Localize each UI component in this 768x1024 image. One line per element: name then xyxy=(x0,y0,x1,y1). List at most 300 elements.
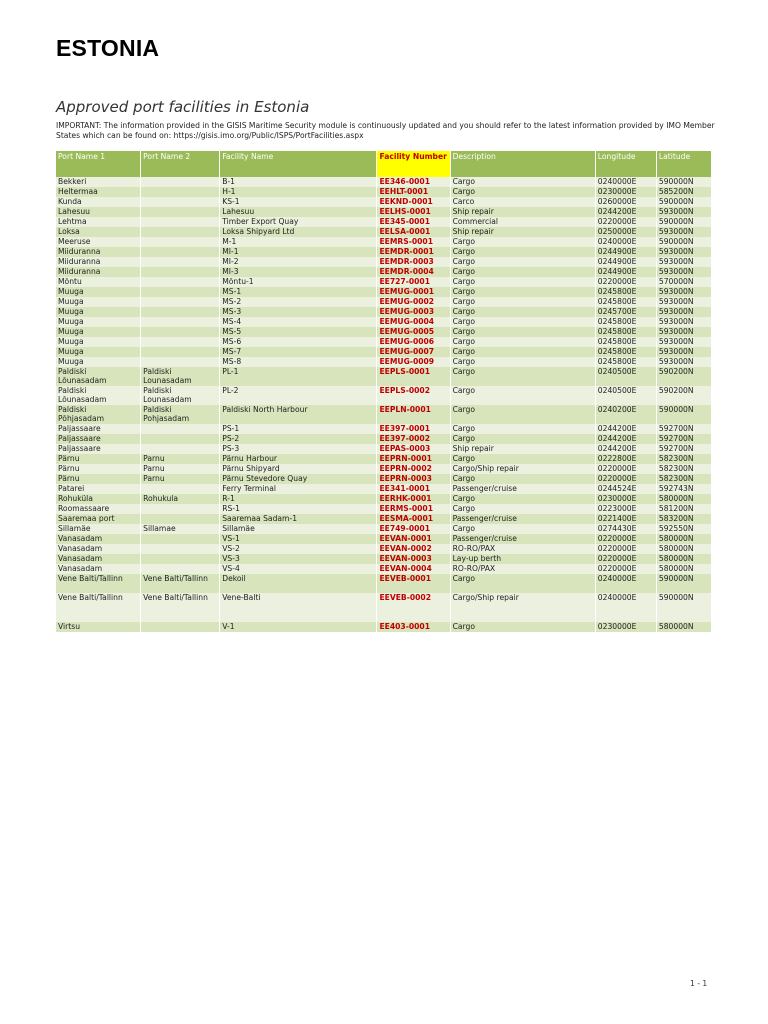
port-name-1-cell: Sillamäe xyxy=(56,524,140,534)
latitude-cell: 590000N xyxy=(657,593,711,622)
port-name-2-cell xyxy=(141,554,219,564)
facility-name-cell: Vene-Balti xyxy=(220,593,376,622)
description-cell: RO-RO/PAX xyxy=(451,564,595,574)
description-cell: Cargo xyxy=(451,367,595,386)
longitude-cell: 0240000E xyxy=(596,574,656,593)
latitude-cell: 593000N xyxy=(657,357,711,367)
facility-number-cell: EELSA-0001 xyxy=(377,227,449,237)
table-row xyxy=(56,297,711,307)
facility-number-cell: EEMUG-0003 xyxy=(377,307,449,317)
longitude-cell: 0244900E xyxy=(596,257,656,267)
longitude-cell: 0244900E xyxy=(596,247,656,257)
facility-name-cell: Lahesuu xyxy=(220,207,376,217)
longitude-cell: 0244900E xyxy=(596,267,656,277)
longitude-cell: 0240500E xyxy=(596,367,656,386)
facility-number-cell: EEMDR-0004 xyxy=(377,267,449,277)
facility-name-cell: VS-3 xyxy=(220,554,376,564)
table-row xyxy=(56,187,711,197)
description-cell: Carco xyxy=(451,197,595,207)
facility-name-cell: MS-3 xyxy=(220,307,376,317)
facility-number-cell: EEPRN-0001 xyxy=(377,454,449,464)
table-row xyxy=(56,474,711,484)
facility-number-cell: EERHK-0001 xyxy=(377,494,449,504)
facility-number-cell: EESMA-0001 xyxy=(377,514,449,524)
table-row xyxy=(56,424,711,434)
description-cell: Passenger/cruise xyxy=(451,484,595,494)
table-row xyxy=(56,554,711,564)
facility-number-cell: EEMUG-0002 xyxy=(377,297,449,307)
facility-name-cell: Timber Export Quay xyxy=(220,217,376,227)
port-name-2-cell xyxy=(141,277,219,287)
port-name-1-cell: Paljassaare xyxy=(56,434,140,444)
table-row xyxy=(56,524,711,534)
facility-name-cell: Paldiski North Harbour xyxy=(220,405,376,424)
facility-name-cell: MS-2 xyxy=(220,297,376,307)
port-name-2-cell xyxy=(141,327,219,337)
port-name-2-cell: Paldiski Pohjasadam xyxy=(141,405,219,424)
latitude-cell: 590000N xyxy=(657,237,711,247)
description-cell: Cargo xyxy=(451,297,595,307)
page-title: ESTONIA xyxy=(56,35,160,61)
facility-number-cell: EEVAN-0001 xyxy=(377,534,449,544)
port-name-1-cell: Muuga xyxy=(56,287,140,297)
longitude-cell: 0230000E xyxy=(596,187,656,197)
facility-number-cell: EEMUG-0009 xyxy=(377,357,449,367)
facility-number-cell: EE749-0001 xyxy=(377,524,449,534)
facility-name-cell: KS-1 xyxy=(220,197,376,207)
longitude-cell: 0260000E xyxy=(596,197,656,207)
longitude-cell: 0220000E xyxy=(596,474,656,484)
port-name-1-cell: Vanasadam xyxy=(56,544,140,554)
port-name-2-cell: Parnu xyxy=(141,454,219,464)
facility-name-cell: VS-1 xyxy=(220,534,376,544)
port-name-2-cell xyxy=(141,197,219,207)
facility-number-cell: EERMS-0001 xyxy=(377,504,449,514)
facility-number-cell: EE345-0001 xyxy=(377,217,449,227)
facility-number-cell: EEMUG-0005 xyxy=(377,327,449,337)
description-cell: Cargo xyxy=(451,494,595,504)
port-name-1-cell: Pärnu xyxy=(56,474,140,484)
port-name-1-cell: Paldiski Lõunasadam xyxy=(56,386,140,405)
latitude-cell: 590000N xyxy=(657,197,711,207)
facility-name-cell: MS-5 xyxy=(220,327,376,337)
facility-number-cell: EEVAN-0002 xyxy=(377,544,449,554)
longitude-cell: 0245800E xyxy=(596,337,656,347)
port-name-1-cell: Muuga xyxy=(56,307,140,317)
port-name-2-cell xyxy=(141,187,219,197)
longitude-cell: 0230000E xyxy=(596,622,656,632)
longitude-cell: 0223000E xyxy=(596,504,656,514)
latitude-cell: 570000N xyxy=(657,277,711,287)
port-name-2-cell: Vene Balti/Tallinn xyxy=(141,574,219,593)
description-cell: Passenger/cruise xyxy=(451,514,595,524)
longitude-cell: 0222800E xyxy=(596,454,656,464)
port-name-2-cell xyxy=(141,207,219,217)
table-row xyxy=(56,444,711,454)
port-name-2-cell xyxy=(141,564,219,574)
latitude-cell: 580000N xyxy=(657,544,711,554)
facility-name-cell: Pärnu Shipyard xyxy=(220,464,376,474)
facility-name-cell: PL-2 xyxy=(220,386,376,405)
facility-name-cell: MS-7 xyxy=(220,347,376,357)
port-name-2-cell xyxy=(141,544,219,554)
port-name-1-cell: Vanasadam xyxy=(56,564,140,574)
longitude-cell: 0274430E xyxy=(596,524,656,534)
port-name-2-cell xyxy=(141,347,219,357)
port-name-2-cell xyxy=(141,534,219,544)
description-cell: Cargo xyxy=(451,307,595,317)
description-cell: Cargo xyxy=(451,247,595,257)
table-row xyxy=(56,357,711,367)
longitude-cell: 0244524E xyxy=(596,484,656,494)
longitude-cell: 0240000E xyxy=(596,593,656,622)
table-row xyxy=(56,564,711,574)
port-name-1-cell: Meeruse xyxy=(56,237,140,247)
table-row xyxy=(56,307,711,317)
facility-name-cell: RS-1 xyxy=(220,504,376,514)
facility-name-cell: V-1 xyxy=(220,622,376,632)
port-name-2-cell xyxy=(141,317,219,327)
port-name-1-cell: Paldiski Põhjasadam xyxy=(56,405,140,424)
facility-number-cell: EE341-0001 xyxy=(377,484,449,494)
facility-name-cell: Sillamäe xyxy=(220,524,376,534)
description-cell: Cargo xyxy=(451,405,595,424)
port-name-2-cell xyxy=(141,247,219,257)
facility-name-cell: Ferry Terminal xyxy=(220,484,376,494)
description-cell: Cargo xyxy=(451,474,595,484)
port-name-2-cell: Sillamae xyxy=(141,524,219,534)
longitude-cell: 0230000E xyxy=(596,494,656,504)
facility-name-cell: MI-2 xyxy=(220,257,376,267)
latitude-cell: 580000N xyxy=(657,622,711,632)
description-cell: Lay-up berth xyxy=(451,554,595,564)
facility-name-cell: PS-1 xyxy=(220,424,376,434)
description-cell: Cargo xyxy=(451,357,595,367)
description-cell: Cargo xyxy=(451,524,595,534)
important-note: IMPORTANT: The information provided in the GISIS Maritime Security module is continuously updated and you should refer to the latest information provided by IMO Member States which can be found on: https://gisis.imo.org/Public/ISPS/PortFacilities.aspx xyxy=(56,121,715,140)
port-name-1-cell: Paljassaare xyxy=(56,444,140,454)
port-name-1-cell: Loksa xyxy=(56,227,140,237)
table-row xyxy=(56,207,711,217)
port-name-1-cell: Roomassaare xyxy=(56,504,140,514)
latitude-cell: 592700N xyxy=(657,434,711,444)
longitude-cell: 0220000E xyxy=(596,564,656,574)
port-name-2-cell: Parnu xyxy=(141,464,219,474)
facility-number-cell: EE727-0001 xyxy=(377,277,449,287)
latitude-cell: 593000N xyxy=(657,267,711,277)
longitude-cell: 0245800E xyxy=(596,317,656,327)
port-name-2-cell xyxy=(141,177,219,187)
column-header-port-name-2: Port Name 2 xyxy=(141,151,219,177)
port-name-2-cell xyxy=(141,237,219,247)
table-row xyxy=(56,227,711,237)
description-cell: Cargo xyxy=(451,317,595,327)
facility-number-cell: EELHS-0001 xyxy=(377,207,449,217)
facility-number-cell: EE397-0002 xyxy=(377,434,449,444)
port-name-2-cell: Parnu xyxy=(141,474,219,484)
longitude-cell: 0250000E xyxy=(596,227,656,237)
table-row xyxy=(56,287,711,297)
latitude-cell: 592743N xyxy=(657,484,711,494)
facility-name-cell: MS-4 xyxy=(220,317,376,327)
facility-number-cell: EEPLN-0001 xyxy=(377,405,449,424)
column-header-latitude: Latitude xyxy=(657,151,711,177)
table-row xyxy=(56,574,711,593)
port-name-1-cell: Lahesuu xyxy=(56,207,140,217)
latitude-cell: 580000N xyxy=(657,494,711,504)
facility-number-cell: EEVEB-0002 xyxy=(377,593,449,622)
port-name-2-cell: Paldiski Lounasadam xyxy=(141,386,219,405)
port-name-2-cell xyxy=(141,424,219,434)
latitude-cell: 593000N xyxy=(657,347,711,357)
latitude-cell: 590200N xyxy=(657,386,711,405)
table-row xyxy=(56,454,711,464)
table-row xyxy=(56,177,711,187)
latitude-cell: 593000N xyxy=(657,317,711,327)
port-name-2-cell xyxy=(141,357,219,367)
port-facilities-table xyxy=(55,151,712,632)
port-name-1-cell: Kunda xyxy=(56,197,140,207)
table-row xyxy=(56,317,711,327)
facility-number-cell: EEPLS-0001 xyxy=(377,367,449,386)
port-name-1-cell: Rohuküla xyxy=(56,494,140,504)
port-name-1-cell: Paljassaare xyxy=(56,424,140,434)
port-name-1-cell: Saaremaa port xyxy=(56,514,140,524)
facility-number-cell: EEVEB-0001 xyxy=(377,574,449,593)
port-name-2-cell xyxy=(141,337,219,347)
facility-number-cell: EEPRN-0002 xyxy=(377,464,449,474)
table-row xyxy=(56,504,711,514)
table-row xyxy=(56,197,711,207)
facility-number-cell: EE403-0001 xyxy=(377,622,449,632)
facility-name-cell: M-1 xyxy=(220,237,376,247)
latitude-cell: 582300N xyxy=(657,474,711,484)
port-name-1-cell: Muuga xyxy=(56,327,140,337)
description-cell: Cargo xyxy=(451,327,595,337)
longitude-cell: 0244200E xyxy=(596,444,656,454)
facility-name-cell: PS-3 xyxy=(220,444,376,454)
longitude-cell: 0221400E xyxy=(596,514,656,524)
description-cell: Cargo xyxy=(451,347,595,357)
table-row xyxy=(56,434,711,444)
column-header-facility-number: Facility Number xyxy=(377,151,449,177)
column-header-longitude: Longitude xyxy=(596,151,656,177)
latitude-cell: 592700N xyxy=(657,424,711,434)
latitude-cell: 590000N xyxy=(657,405,711,424)
port-name-1-cell: Muuga xyxy=(56,357,140,367)
longitude-cell: 0240200E xyxy=(596,405,656,424)
port-name-1-cell: Miiduranna xyxy=(56,267,140,277)
facility-number-cell: EEVAN-0003 xyxy=(377,554,449,564)
table-row xyxy=(56,464,711,474)
port-name-1-cell: Virtsu xyxy=(56,622,140,632)
description-cell: Cargo xyxy=(451,177,595,187)
latitude-cell: 593000N xyxy=(657,227,711,237)
longitude-cell: 0220000E xyxy=(596,277,656,287)
description-cell: Cargo xyxy=(451,257,595,267)
table-row xyxy=(56,514,711,524)
port-name-1-cell: Paldiski Lõunasadam xyxy=(56,367,140,386)
facility-name-cell: B-1 xyxy=(220,177,376,187)
port-name-1-cell: Vanasadam xyxy=(56,534,140,544)
description-cell: Cargo xyxy=(451,267,595,277)
facility-name-cell: MI-3 xyxy=(220,267,376,277)
facility-name-cell: PL-1 xyxy=(220,367,376,386)
facility-name-cell: Mõntu-1 xyxy=(220,277,376,287)
column-header-port-name-1: Port Name 1 xyxy=(56,151,140,177)
facility-name-cell: PS-2 xyxy=(220,434,376,444)
latitude-cell: 585200N xyxy=(657,187,711,197)
latitude-cell: 580000N xyxy=(657,564,711,574)
latitude-cell: 593000N xyxy=(657,327,711,337)
facility-name-cell: Saaremaa Sadam-1 xyxy=(220,514,376,524)
facility-number-cell: EEPAS-0003 xyxy=(377,444,449,454)
table-row xyxy=(56,237,711,247)
page-number: 1 - 1 xyxy=(690,979,708,988)
latitude-cell: 593000N xyxy=(657,337,711,347)
document-subtitle: Approved port facilities in Estonia xyxy=(56,98,310,116)
port-name-2-cell xyxy=(141,297,219,307)
facility-name-cell: MS-1 xyxy=(220,287,376,297)
description-cell: Cargo xyxy=(451,622,595,632)
latitude-cell: 593000N xyxy=(657,297,711,307)
table-row xyxy=(56,327,711,337)
facility-number-cell: EEVAN-0004 xyxy=(377,564,449,574)
latitude-cell: 580000N xyxy=(657,554,711,564)
description-cell: Cargo xyxy=(451,574,595,593)
facility-number-cell: EEMUG-0007 xyxy=(377,347,449,357)
table-row xyxy=(56,494,711,504)
port-name-1-cell: Lehtma xyxy=(56,217,140,227)
latitude-cell: 580000N xyxy=(657,534,711,544)
port-name-2-cell xyxy=(141,217,219,227)
port-name-1-cell: Miiduranna xyxy=(56,257,140,267)
port-name-2-cell xyxy=(141,484,219,494)
table-row xyxy=(56,347,711,357)
description-cell: Cargo xyxy=(451,187,595,197)
latitude-cell: 592700N xyxy=(657,444,711,454)
facility-name-cell: VS-4 xyxy=(220,564,376,574)
longitude-cell: 0245700E xyxy=(596,307,656,317)
port-name-1-cell: Muuga xyxy=(56,317,140,327)
longitude-cell: 0245800E xyxy=(596,357,656,367)
facility-number-cell: EEKND-0001 xyxy=(377,197,449,207)
facility-number-cell: EEPRN-0003 xyxy=(377,474,449,484)
port-name-1-cell: Mõntu xyxy=(56,277,140,287)
table-row xyxy=(56,337,711,347)
column-header-description: Description xyxy=(451,151,595,177)
description-cell: Cargo xyxy=(451,237,595,247)
port-name-1-cell: Muuga xyxy=(56,337,140,347)
longitude-cell: 0244200E xyxy=(596,424,656,434)
latitude-cell: 592550N xyxy=(657,524,711,534)
facility-number-cell: EE346-0001 xyxy=(377,177,449,187)
description-cell: Ship repair xyxy=(451,227,595,237)
longitude-cell: 0220000E xyxy=(596,464,656,474)
facility-number-cell: EEMUG-0006 xyxy=(377,337,449,347)
table-row xyxy=(56,484,711,494)
port-name-1-cell: Muuga xyxy=(56,297,140,307)
facility-number-cell: EEMUG-0001 xyxy=(377,287,449,297)
port-name-1-cell: Heltermaa xyxy=(56,187,140,197)
facility-name-cell: H-1 xyxy=(220,187,376,197)
port-name-2-cell: Rohukula xyxy=(141,494,219,504)
port-name-1-cell: Muuga xyxy=(56,347,140,357)
facility-name-cell: Loksa Shipyard Ltd xyxy=(220,227,376,237)
port-name-1-cell: Miiduranna xyxy=(56,247,140,257)
description-cell: Cargo xyxy=(451,337,595,347)
description-cell: Cargo xyxy=(451,504,595,514)
table-row xyxy=(56,267,711,277)
port-name-1-cell: Patarei xyxy=(56,484,140,494)
table-row xyxy=(56,247,711,257)
latitude-cell: 593000N xyxy=(657,207,711,217)
facility-number-cell: EEHLT-0001 xyxy=(377,187,449,197)
longitude-cell: 0220000E xyxy=(596,554,656,564)
latitude-cell: 590200N xyxy=(657,367,711,386)
port-name-2-cell xyxy=(141,514,219,524)
description-cell: Cargo/Ship repair xyxy=(451,464,595,474)
latitude-cell: 582300N xyxy=(657,454,711,464)
facility-name-cell: Dekoil xyxy=(220,574,376,593)
description-cell: Passenger/cruise xyxy=(451,534,595,544)
longitude-cell: 0240000E xyxy=(596,237,656,247)
table-row xyxy=(56,593,711,622)
port-name-2-cell: Paldiski Lounasadam xyxy=(141,367,219,386)
latitude-cell: 593000N xyxy=(657,257,711,267)
table-row xyxy=(56,257,711,267)
facility-number-cell: EEPLS-0002 xyxy=(377,386,449,405)
longitude-cell: 0245800E xyxy=(596,347,656,357)
facility-name-cell: MI-1 xyxy=(220,247,376,257)
description-cell: Cargo xyxy=(451,287,595,297)
port-name-1-cell: Pärnu xyxy=(56,454,140,464)
latitude-cell: 593000N xyxy=(657,287,711,297)
port-name-1-cell: Pärnu xyxy=(56,464,140,474)
table-body xyxy=(56,177,711,632)
table-row xyxy=(56,367,711,386)
description-cell: Cargo/Ship repair xyxy=(451,593,595,622)
port-name-1-cell: Vanasadam xyxy=(56,554,140,564)
port-name-2-cell xyxy=(141,434,219,444)
table-row xyxy=(56,277,711,287)
port-name-2-cell xyxy=(141,257,219,267)
table-row xyxy=(56,386,711,405)
facility-number-cell: EEMRS-0001 xyxy=(377,237,449,247)
facility-name-cell: Pärnu Harbour xyxy=(220,454,376,464)
longitude-cell: 0240000E xyxy=(596,177,656,187)
facility-name-cell: R-1 xyxy=(220,494,376,504)
latitude-cell: 593000N xyxy=(657,247,711,257)
port-name-1-cell: Bekkeri xyxy=(56,177,140,187)
longitude-cell: 0244200E xyxy=(596,207,656,217)
table-row xyxy=(56,405,711,424)
latitude-cell: 581200N xyxy=(657,504,711,514)
description-cell: Cargo xyxy=(451,434,595,444)
description-cell: Cargo xyxy=(451,386,595,405)
longitude-cell: 0245800E xyxy=(596,297,656,307)
latitude-cell: 590000N xyxy=(657,177,711,187)
longitude-cell: 0220000E xyxy=(596,544,656,554)
longitude-cell: 0245800E xyxy=(596,287,656,297)
description-cell: Ship repair xyxy=(451,207,595,217)
longitude-cell: 0245800E xyxy=(596,327,656,337)
latitude-cell: 582300N xyxy=(657,464,711,474)
facility-name-cell: MS-6 xyxy=(220,337,376,347)
description-cell: Cargo xyxy=(451,277,595,287)
latitude-cell: 590000N xyxy=(657,217,711,227)
facility-number-cell: EEMDR-0003 xyxy=(377,257,449,267)
